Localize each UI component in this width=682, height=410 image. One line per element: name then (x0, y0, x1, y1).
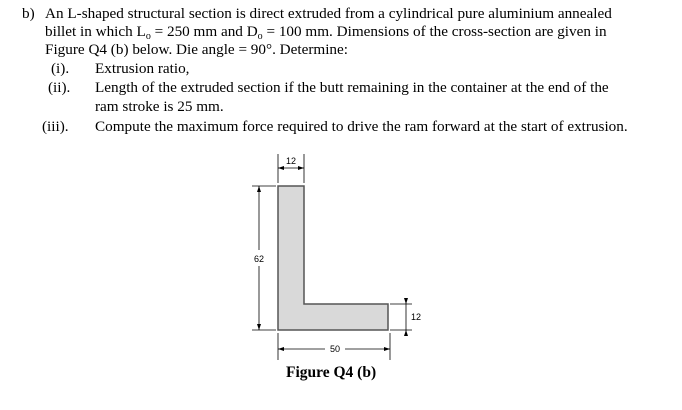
base-width-dimension (278, 333, 390, 360)
item-ii-text-line-2: ram stroke is 25 mm. (95, 98, 224, 115)
question-line-2-part-a: billet in which L (45, 23, 146, 40)
item-i-marker: (i). (51, 60, 70, 77)
l-shape (278, 186, 388, 330)
base-thickness-label: 12 (411, 312, 422, 322)
figure-caption: Figure Q4 (b) (286, 364, 377, 381)
subscript-o-2: o (257, 31, 263, 42)
item-iii-marker: (iii). (42, 118, 69, 135)
height-dimension (252, 186, 276, 330)
item-ii-marker: (ii). (48, 79, 71, 96)
item-i-text: Extrusion ratio, (95, 60, 190, 77)
subscript-o-1: o (145, 31, 151, 42)
base-thickness-dimension (390, 298, 421, 336)
question-line-1: An L-shaped structural section is direct extruded from a cylindrical pure aluminium annealed (45, 5, 612, 22)
top-width-label: 12 (285, 156, 297, 166)
base-width-label: 50 (329, 344, 341, 354)
question-label: b) (22, 5, 35, 22)
question-line-2-part-c: = 100 mm. Dimensions of the cross-section are given in (262, 23, 607, 40)
item-ii-text-line-1: Length of the extruded section if the butt remaining in the container at the end of the (95, 79, 609, 96)
top-width-dimension (278, 154, 304, 183)
question-line-3: Figure Q4 (b) below. Die angle = 90°. Determine: (45, 41, 348, 58)
height-label: 62 (253, 254, 265, 264)
item-iii-text: Compute the maximum force required to drive the ram forward at the start of extrusion. (95, 118, 628, 135)
question-line-2-part-b: = 250 mm and D (150, 23, 258, 40)
